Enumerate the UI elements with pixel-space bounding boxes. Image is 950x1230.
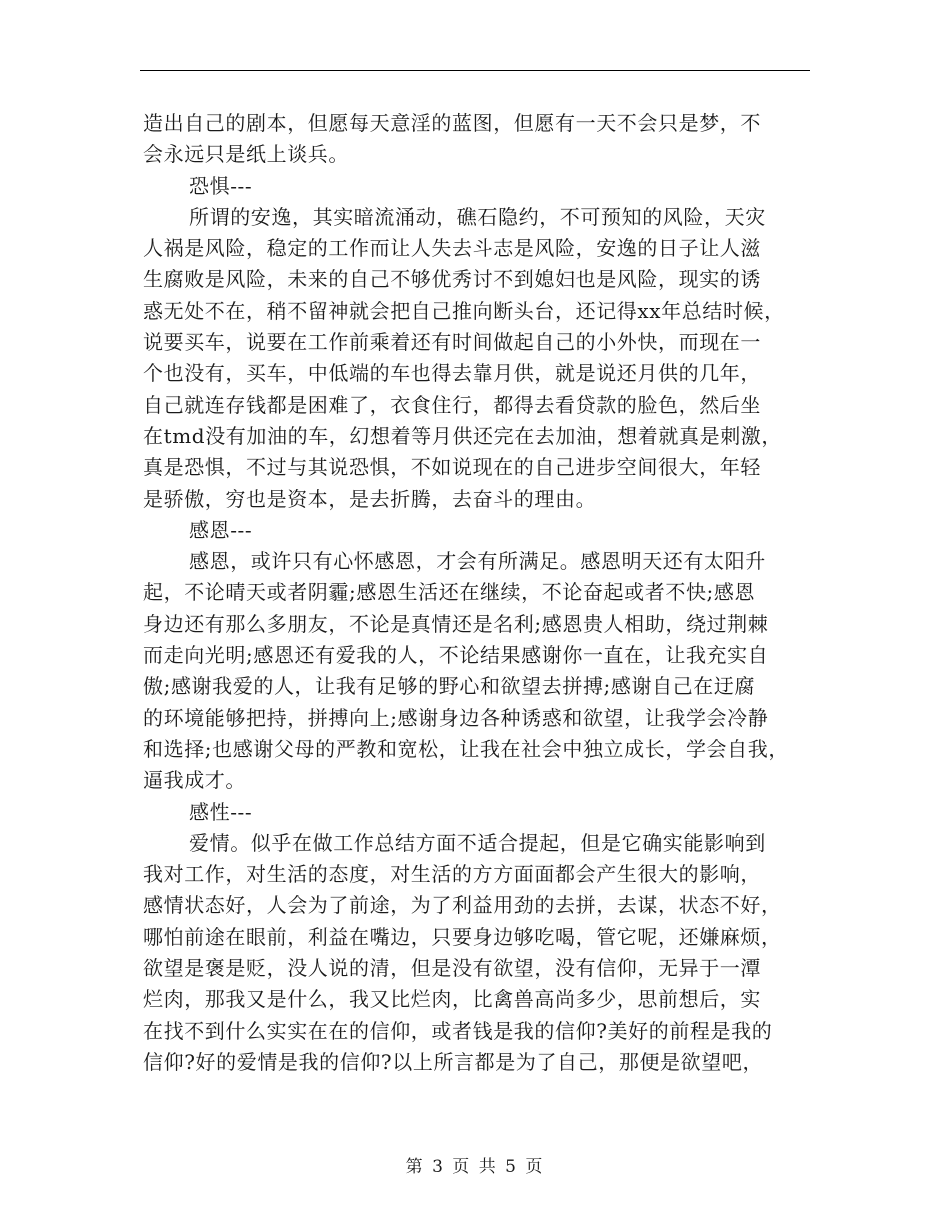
text-line: 信仰?好的爱情是我的信仰?以上所言都是为了自己，那便是欲望吧， [143,1049,764,1074]
text-line: 说要买车，说要在工作前乘着还有时间做起自己的小外快，而现在一 [143,330,761,355]
text-line: 感恩--- [189,517,253,542]
header-rule [140,70,810,71]
text-line: 感恩，或许只有心怀感恩，才会有所满足。感恩明天还有太阳升 [189,549,766,574]
text-line: 我对工作，对生活的态度，对生活的方方面面都会产生很大的影响， [143,862,761,887]
text-line: 所谓的安逸，其实暗流涌动，礁石隐约，不可预知的风险，天灾 [189,204,766,229]
text-line: 惑无处不在，稍不留神就会把自己推向断头台，还记得xx年总结时候， [143,298,785,323]
text-line: 感情状态好，人会为了前途，为了利益用劲的去拼，去谋，状态不好， [143,893,782,918]
text-line: 身边还有那么多朋友，不论是真情还是名利;感恩贵人相助，绕过荆棘 [143,611,769,636]
text-line: 烂肉，那我又是什么，我又比烂肉，比禽兽高尚多少，思前想后，实 [143,987,761,1012]
document-body [143,108,813,1078]
text-line: 哪怕前途在眼前，利益在嘴边，只要身边够吃喝，管它呢，还嫌麻烦， [143,924,782,949]
text-line: 自己就连存钱都是困难了，衣食住行，都得去看贷款的脸色，然后坐 [143,392,761,417]
text-line: 人祸是风险，稳定的工作而让人失去斗志是风险，安逸的日子让人滋 [143,236,761,261]
text-line: 会永远只是纸上谈兵。 [143,142,349,167]
text-line: 个也没有，买车，中低端的车也得去靠月供，就是说还月供的几年， [143,361,761,386]
text-line: 而走向光明;感恩还有爱我的人，不论结果感谢你一直在，让我充实自 [143,643,769,668]
text-line: 起，不论晴天或者阴霾;感恩生活还在继续，不论奋起或者不快;感恩 [143,580,756,605]
text-line: 在找不到什么实实在在的信仰，或者钱是我的信仰?美好的前程是我的 [143,1018,773,1043]
text-line: 傲;感谢我爱的人，让我有足够的野心和欲望去拼搏;感谢自己在迂腐 [143,674,756,699]
text-line: 逼我成才。 [143,768,246,793]
text-line: 生腐败是风险，未来的自己不够优秀讨不到媳妇也是风险，现实的诱 [143,267,761,292]
text-line: 是骄傲，穷也是资本，是去折腾，去奋斗的理由。 [143,486,597,511]
text-line: 感性--- [189,799,253,824]
text-line: 爱情。似乎在做工作总结方面不适合提起，但是它确实能影响到 [189,830,766,855]
text-line: 在tmd没有加油的车，幻想着等月供还完在去加油，想着就真是刺激， [143,423,783,448]
text-line: 欲望是褒是贬，没人说的清，但是没有欲望，没有信仰，无异于一潭 [143,956,761,981]
text-line: 造出自己的剧本，但愿每天意淫的蓝图，但愿有一天不会只是梦，不 [143,111,761,135]
text-line: 恐惧--- [189,173,253,198]
text-line: 真是恐惧，不过与其说恐惧，不如说现在的自己进步空间很大，年轻 [143,455,761,480]
page-footer: 第 3 页 共 5 页 [405,1157,545,1177]
text-line: 和选择;也感谢父母的严教和宽松，让我在社会中独立成长，学会自我， [143,736,789,761]
text-line: 的环境能够把持，拼搏向上;感谢身边各种诱惑和欲望，让我学会冷静 [143,705,769,730]
